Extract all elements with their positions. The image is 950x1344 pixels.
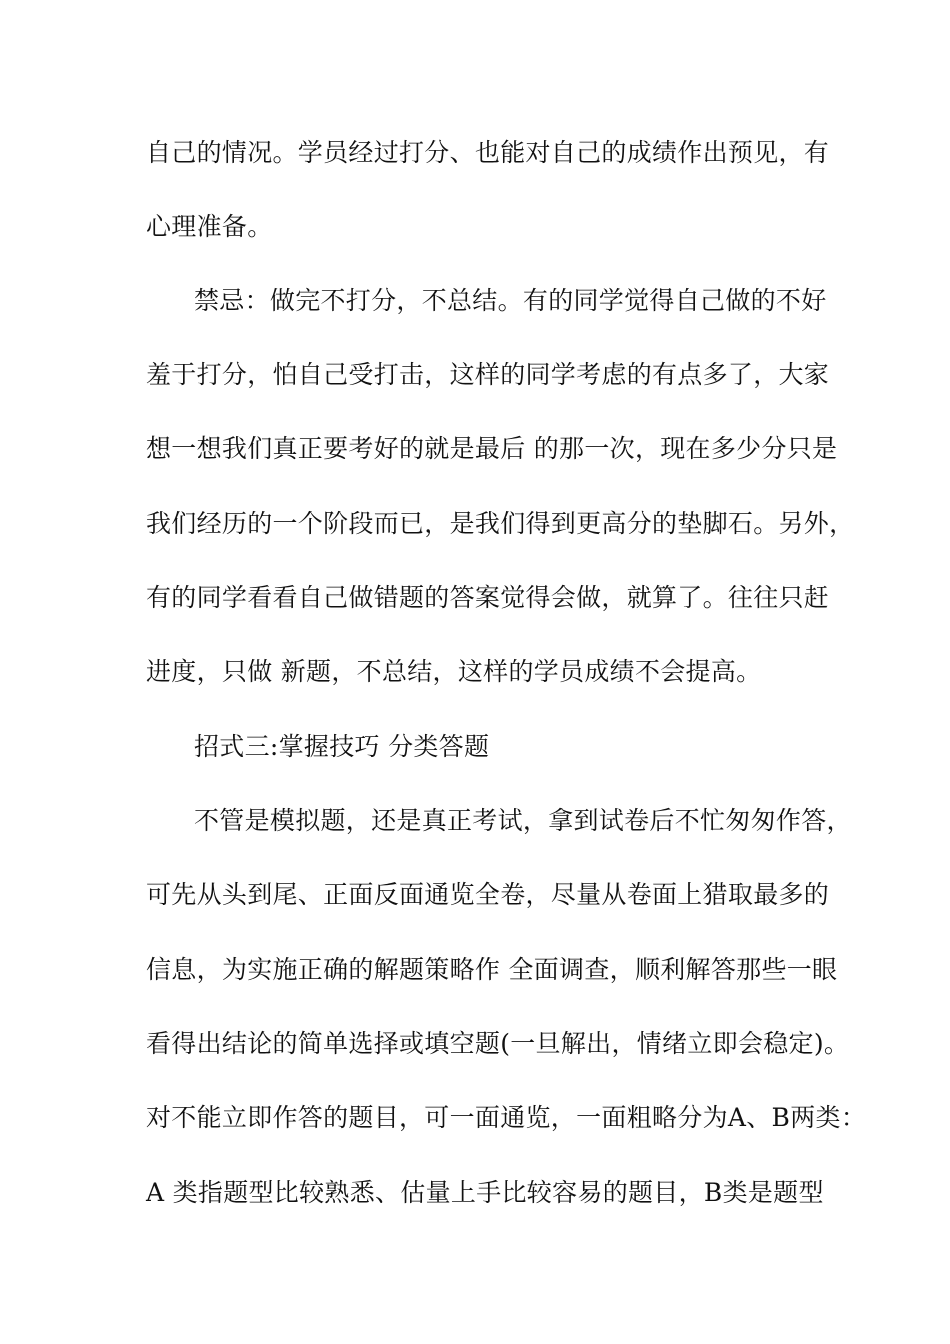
text-line: 羞于打分，怕自己受打击，这样的同学考虑的有点多了，大家 [146, 360, 830, 389]
text-line: A 类指题型比较熟悉、估量上手比较容易的题目，B类是题型 [146, 1178, 824, 1207]
text-line: 心理准备。 [146, 212, 273, 241]
paragraph-start-line: 不管是模拟题，还是真正考试，拿到试卷后不忙匆匆作答， [194, 806, 852, 835]
text-line: 我们经历的一个阶段而已，是我们得到更高分的垫脚石。另外， [146, 509, 855, 538]
text-line: 有的同学看看自己做错题的答案觉得会做，就算了。往往只赶 [146, 583, 830, 612]
text-line: 进度，只做 新题，不总结，这样的学员成绩不会提高。 [146, 657, 762, 686]
text-line: 想一想我们真正要考好的就是最后 的那一次，现在多少分只是 [146, 434, 838, 463]
text-line: 可先从头到尾、正面反面通览全卷，尽量从卷面上猎取最多的 [146, 880, 830, 909]
text-line: 信息，为实施正确的解题策略作 全面调查，顺利解答那些一眼 [146, 955, 838, 984]
text-line: 自己的情况。学员经过打分、也能对自己的成绩作出预见，有 [146, 138, 830, 167]
text-line: 对不能立即作答的题目，可一面通览，一面粗略分为A、B两类： [146, 1103, 867, 1132]
paragraph-start-line: 禁忌：做完不打分，不总结。有的同学觉得自己做的不好 [194, 286, 827, 315]
section-heading: 招式三:掌握技巧 分类答题 [194, 732, 490, 761]
text-line: 看得出结论的简单选择或填空题(一旦解出，情绪立即会稳定)。 [146, 1029, 850, 1058]
